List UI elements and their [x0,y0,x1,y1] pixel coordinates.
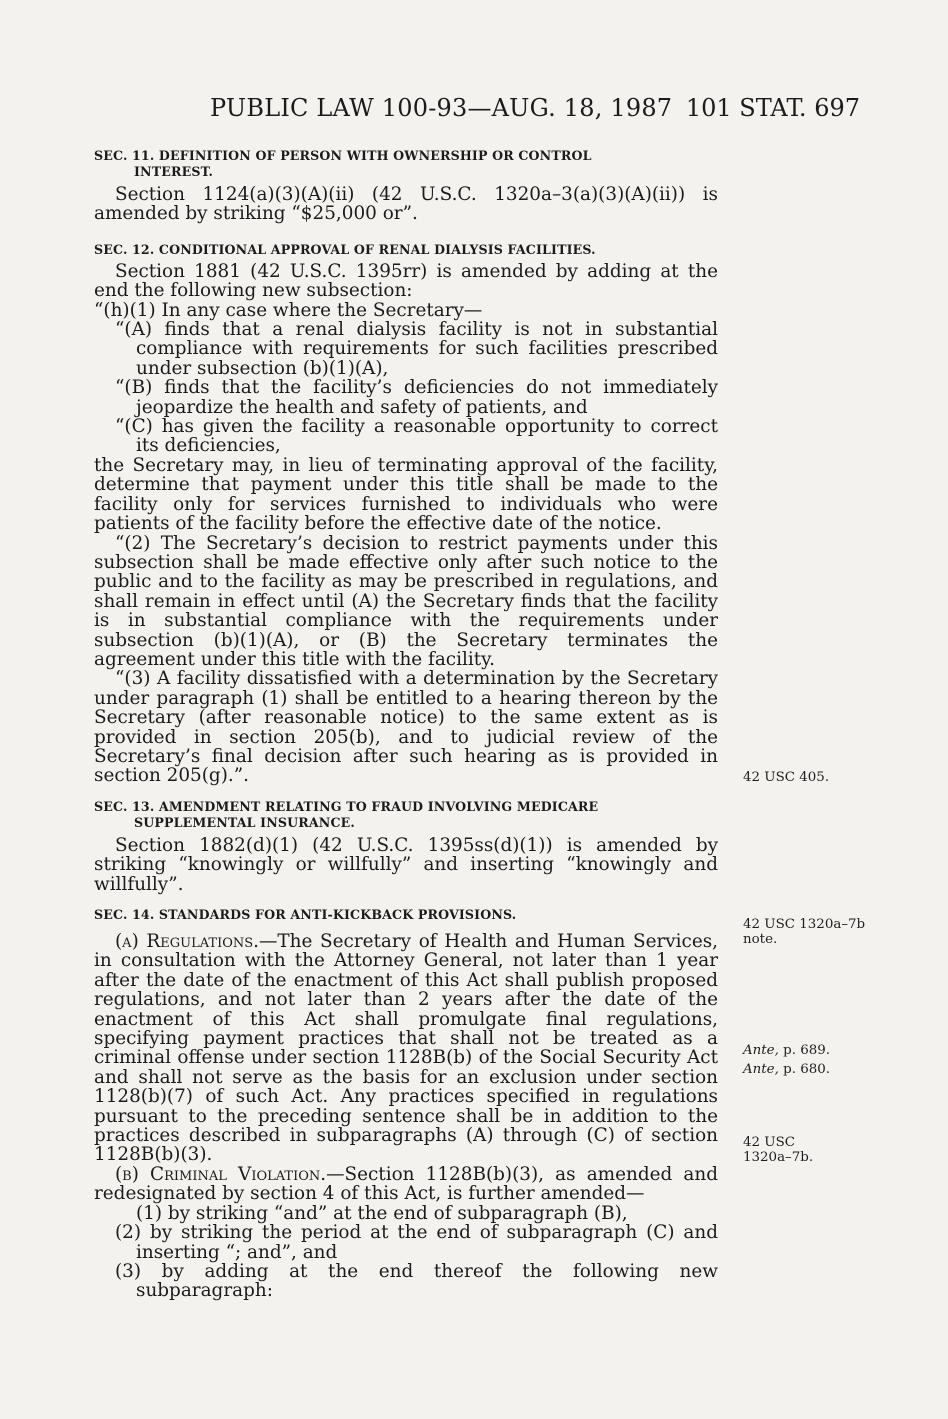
sec14-item1: (1) by striking “and” at the end of subparagraph (B), [136,1202,628,1224]
sec11-text: Section 1124(a)(3)(A)(ii) (42 U.S.C. 1320a–3(a)(3)(A)(ii)) is amended by striking “$25,000 or”. [94,184,718,225]
ante-label: Ante, [743,1062,779,1077]
stat-page-number: 101 STAT. 697 [685,94,860,122]
page-header [210,94,860,124]
sec14-a-label: (a) Regulations. [115,931,259,952]
sec14-b [94,1165,718,1204]
sec12-b: “(B) finds that the facility’s deficiencies do not immediately jeopardize the health and safety of patients, and [115,377,718,418]
ante-page-689: p. 689. [783,1043,831,1058]
sec13-heading-line2: SUPPLEMENTAL INSURANCE. [134,814,355,830]
margin-note-42usc-line2: 1320a–7b. [743,1150,814,1165]
sec14-a [94,932,718,1165]
sec12-intro: Section 1881 (42 U.S.C. 1395rr) is amended by adding at the end the following new subsection: [94,260,718,302]
sec12-c: “(C) has given the facility a reasonable opportunity to correct its deficiencies, [115,416,718,457]
sec12-h1: “(h)(1) In any case where the Secretary— [94,299,483,321]
sec12-flush: the Secretary may, in lieu of terminating approval of the facility, determine that payment under this title shall be made to the facility only for services furnished to individuals who were patients of the facility before the effective date of the notice. [94,454,718,535]
sec14-heading: SEC. 14. STANDARDS FOR ANTI-KICKBACK PROVISIONS. [94,907,517,922]
margin-note-42usc405: 42 USC 405. [743,770,830,785]
sec11-heading-line2: INTEREST. [134,164,214,179]
sec14-item2: (2) by striking the period at the end of subparagraph (C) and inserting “; and”, and [115,1222,718,1263]
margin-note-42usc1320a7b-note [743,917,883,947]
sec13-text: Section 1882(d)(1) (42 U.S.C. 1395ss(d)(1)) is amended by striking “knowingly or willfully” and inserting “knowingly and willfully”. [94,834,718,895]
ante-label: Ante, [743,1043,779,1058]
sec11-heading [94,148,718,180]
margin-note-42usc-line1: 42 USC [743,1135,795,1150]
sec14-item3: (3) by adding at the end thereof the following new subparagraph: [115,1260,718,1302]
margin-note-42usc1320a7b-line2: note. [743,932,778,947]
sec14-b-label: (b) Criminal Violation. [115,1163,327,1185]
sec12-p3: “(3) A facility dissatisfied with a determination by the Secretary under paragraph (1) shall be entitled to a hearing thereon by the Secretary (after reasonable notice) to the same extent as is provided in section 205(b), and to judicial review of the Secretary’s final decision after such hearing as is provided in section 205(g).”. [94,668,718,787]
sec12-p2: “(2) The Secretary’s decision to restrict payments under this subsection shall be made effective only after such notice to the public and to the facility as may be prescribed in regulations, and shall remain in effect until (A) the Secretary finds that the facility is in substantial compliance with the requirements under subsection (b)(1)(A), or (B) the Secretary terminates the agreement under this title with the facility. [94,532,718,670]
margin-note-42usc1320a7b-line1: 42 USC 1320a–7b [743,917,866,932]
sec12-a: “(A) finds that a renal dialysis facility is not in substantial compliance with requirements for such facilities prescribed under subsection (b)(1)(A), [115,319,718,379]
sec14-b-text: —Section 1128B(b)(3), as amended and redesignated by section 4 of this Act, is further amended— [94,1163,718,1205]
sec13-heading-line1: SEC. 13. AMENDMENT RELATING TO FRAUD INVOLVING MEDICARE [94,798,599,814]
body-text [94,148,718,1301]
sec13-heading [94,799,718,831]
sec11-heading-line1: SEC. 11. DEFINITION OF PERSON WITH OWNERSHIP OR CONTROL [94,148,592,163]
sec14-a-text: —The Secretary of Health and Human Services, in consultation with the Attorney General, not later than 1 year after the date of the enactment of this Act shall publish proposed regulations, and not later than 2 years after the date of the enactment of this Act shall promulgate final regulations, specifying payment practices that shall not be treated as a criminal offense under section 1128B(b) of the Social Security Act and shall not serve as the basis for an exclusion under section 1128(b)(7) of such Act. Any practices specified in regulations pursuant to the preceding sentence shall be in addition to the practices described in subparagraphs (A) through (C) of section 1128B(b)(3). [94,931,718,1166]
margin-note-ante-689 [743,1043,883,1058]
margin-note-ante-680 [743,1062,883,1077]
sec12-heading: SEC. 12. CONDITIONAL APPROVAL OF RENAL DIALYSIS FACILITIES. [94,241,596,257]
ante-page-680: p. 680. [783,1062,831,1077]
law-title: PUBLIC LAW 100-93—AUG. 18, 1987 [210,94,673,122]
margin-note-42usc1320a7b [743,1135,883,1165]
